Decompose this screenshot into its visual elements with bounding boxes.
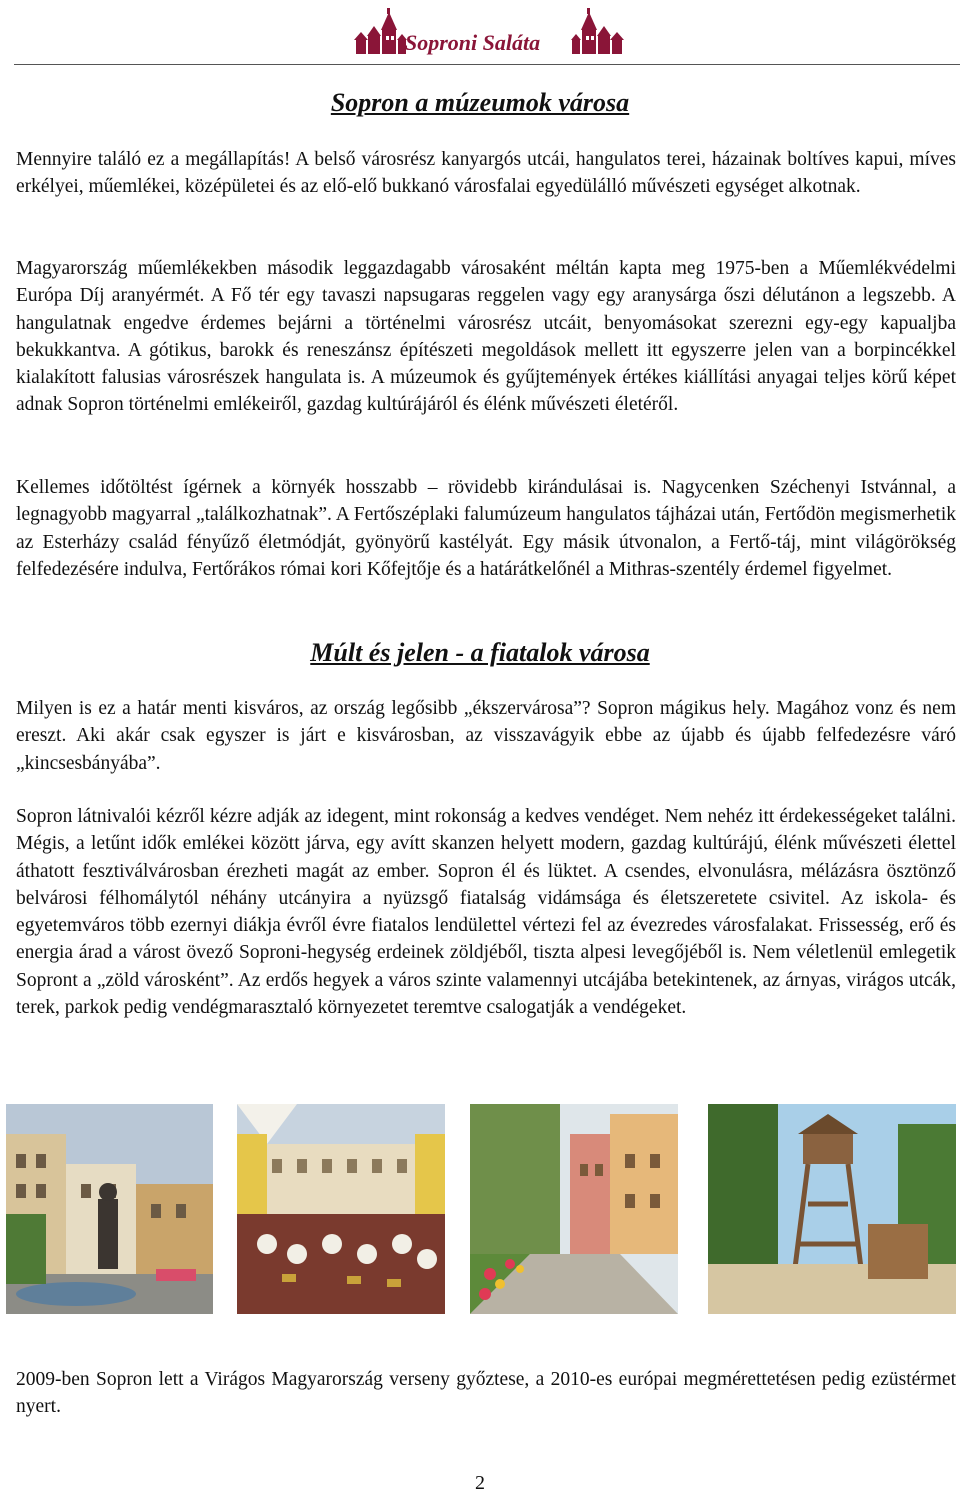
header-title: Soproni Saláta — [405, 30, 541, 55]
closing-paragraph: 2009-ben Sopron lett a Virágos Magyarország verseny győztese, a 2010-es európai megmérettetésen pedig ezüstérmet nyert. — [16, 1369, 956, 1418]
brass-band-square-photo — [237, 1104, 445, 1314]
paragraph: Milyen is ez a határ menti kisváros, az ország legősibb „ékszervárosa”? Sopron mágikus hely. Magához vonz és nem ereszt. Aki akár csak egyszer is járt e kisvárosban, az visszavágyik ebbe az újabb és újabb felfedezésre váró „kincsesbányába”. — [16, 698, 956, 774]
section-heading-museums: Sopron a múzeumok városa — [330, 88, 630, 117]
flowered-street-photo — [470, 1104, 678, 1314]
header-divider — [14, 64, 960, 65]
page-header — [0, 6, 960, 64]
section-heading-youth: Múlt és jelen - a fiatalok városa — [310, 638, 650, 667]
statue-square-photo — [6, 1104, 213, 1314]
paragraph: Mennyire találó ez a megállapítás! A belső városrész kanyargós utcái, hangulatos terei, házainak boltíves kapui, míves erkélyei, műemlékei, középületei és az elő-elő bukkanó városfalai egyedülálló művészeti egységet alkotnak. — [16, 149, 956, 198]
page-number: 2 — [475, 1472, 485, 1494]
lookout-tower-photo — [708, 1104, 956, 1314]
paragraph: Magyarország műemlékekben második leggazdagabb városaként méltán kapta meg 1975-ben a Műemlékvédelmi Európa Díj aranyérmét. A Fő tér egy tavaszi napsugaras reggelen vagy egy aranysárga őszi délutánon a legszebb. A hangulatnak engedve érdemes bejárni a történelmi városrész utcáit, benyomásokat szerezni egy-egy kapualjba bekukkantva. A gótikus, barokk és reneszánsz építészeti megoldások mellett itt egyszerre jelen van a borpincékkel kialakított falusias városrészek hangulata is. A múzeumok és gyűjtemények értékes kiállítási anyagai teljes körű képet adnak Sopron történelmi emlékeiről, gazdag kultúrájáról és élénk művészeti életéről. — [16, 258, 956, 416]
paragraph: Sopron látnivalói kézről kézre adják az idegent, mint rokonság a kedves vendéget. Nem nehéz itt érdekességeket találni. Mégis, a letűnt idők emlékei között járva, egy avítt skanzen helyett modern, gazdag kultúrájú, élénk művészeti élettel áthatott fesztiválvárosban érezheti magát az ember. Sopron él és lüktet. A csendes, elvonulásra, mélázásra ösztönző belvárosi félhomálytól néhány utcányira a nyüzsgő fiatalság vidámsága és életszeretete csivitel. Az iskola- és egyetemváros több ezernyi diákja évről évre fiatalos lendülettel vértezi fel az évezredes városfalakat. Frissesség, erő és energia árad a várost övező Soproni-hegység erdeinek zöldjéből, tiszta alpesi levegőjéből is. Nem véletlenül emlegetik Sopront a „zöld városként”. Az erdős hegyek a város szinte valamennyi utcájába betekintenek, az árnyas, virágos utcák, terek, parkok pedig vendégmarasztaló környezetet teremtve csalogatják a vendégeket. — [16, 806, 956, 1019]
paragraph: Kellemes időtöltést ígérnek a környék hosszabb – rövidebb kirándulásai is. Nagycenken Széchenyi Istvánnal, a legnagyobb magyarral „találkozhatnak”. A Fertőszéplaki falumúzeum hangulatos tájházai után, Fertődön megismerhetik az Esterházy család fényűző életmódját, gyönyörű kastélyát. Egy másik útvonalon, a Fertő-táj, mint világörökség felfedezésére indulva, Fertőrákos római kori Kőfejtője és a határátkelőnél a Mithras-szentély érdemel figyelmet. — [16, 477, 956, 580]
